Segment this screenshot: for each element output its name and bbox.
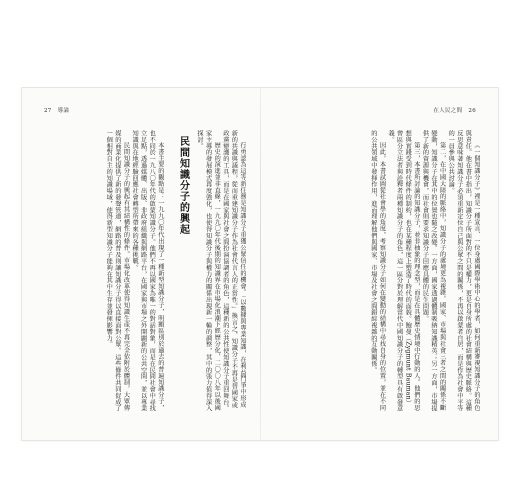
left-page-number: 27 <box>44 108 52 114</box>
book-spread <box>22 88 498 440</box>
right-paragraph: 因此，本書試圖從社會學的角度，考察知識分子如何在變動的結構中尋找自身的位置，並在不同的公共領域中發揮作用，進而理解他們與國家、市場及社會之間錯綜複雜的互動關係。 <box>369 130 386 412</box>
left-page-body <box>50 130 246 412</box>
right-paragraph: 第三，本書所討論的知識分子，並非抽象的理念型，而是在具體歷史情境中行動的人。他們的思想與實踐受到時代條件的制約，也在某種程度上塑造了時代的面貌。鮑曼（Zygmunt Bauman）曾區分立法者與詮釋者兩種知識分子的角色，這一區分對於理解當代中國知識分子的轉型具有啟發意義。 <box>387 130 420 412</box>
left-page-header <box>44 106 75 114</box>
right-page-header <box>427 106 476 114</box>
right-page-body <box>274 130 480 412</box>
right-page-number: 26 <box>468 108 476 114</box>
left-running-head: 導論 <box>57 108 70 114</box>
left-paragraph: 民間知識分子的興起有其結構性的條件。市場化改革使得知識生產不再完全依附於體制，大眾傳媒的商業化提供了新的發聲管道，網路的普及則讓知識分子得以直接面對公眾。這些條件共同促成了一個相對自主的知識場域，使得新型知識分子能夠在其中生存並發揮影響力。 <box>105 130 130 412</box>
book-gutter <box>260 88 261 440</box>
right-running-head: 在人民之間 <box>433 108 463 114</box>
section-title: 民間知識分子的興起 <box>177 136 189 235</box>
left-paragraph: 歷史的演進並非直線，一九九〇年代後期的知識界在市場化浪潮下經歷分化，二〇〇八年以後國家主導的發展模式再度強化，也使得知識分子與權力的關係出現新一輪的調整，其中的張力值得深入探討。 <box>196 130 221 412</box>
left-paragraph: 本書主要的觀點是：一九九〇年代出現了一種新型知識分子，明顯區別於過去的普遍知識分子，也不同於一九八〇年代的啟蒙知識分子。他們不再以國家為唯一的對話對象，而是在民間社會中尋找立足點，透過媒體、出版、非政府組織與網路平台，在國家與市場之外開闢新的公共空間，並以專業知識與在地經驗回應社會轉型所帶來的各種挑戰。 <box>131 130 164 412</box>
right-paragraph: 第二，在中國大陸的脈絡中，知識分子的處境更為複雜。國家、市場與社會三者之間的關係不斷變動，知識分子在其中的位置也隨之改變。一方面，國家透過體制吸納知識精英；另一方面，市場提供了新的資源與機會，而社會則要求知識分子回應具體的民生問題。 <box>421 130 446 412</box>
left-paragraph: 行勇認為這等新任務是知識分子重獲公眾信任的機會。「以數據與專業知識，在利益鬥爭中形成新的共識與議程，從而重建知識分子作為社會代言人的正當性。」換言之，知識分子不再是替國家或政黨辯護的工具，而是在國家與社會之間扮演協調者的角色，這種新的公共性使知識分子重回舞台。 <box>221 130 246 412</box>
right-paragraph: 《一個知識分子》裡是一種宣言、一位身處國際學術中心的學者，如何重新審視知識分子的角色與責任。他在書中指出，知識分子所面對的不只是權力，更是自身所處的社會結構與歷史脈絡。這種反思意味著知識分子必須重新定位自己與公眾之間的關係，不再以啟蒙者自居，而是作為社會中平等的一員參與公共討論。 <box>447 130 480 412</box>
